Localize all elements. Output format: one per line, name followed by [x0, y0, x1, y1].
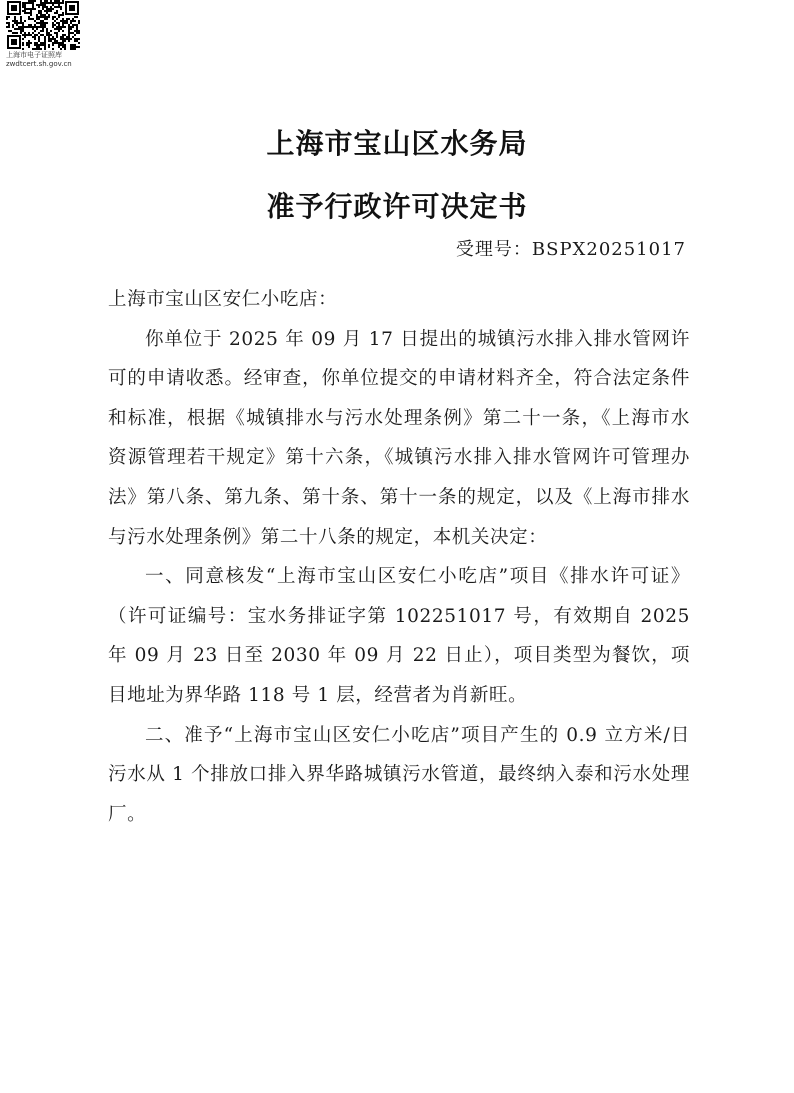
- qr-code-icon: [6, 0, 80, 50]
- paragraph-decision-one: 一、同意核发“上海市宝山区安仁小吃店”项目《排水许可证》（许可证编号：宝水务排证字第 102251017 号，有效期自 2025 年 09 月 23 日至 2030 年 09 月 22 日止），项目类型为餐饮，项目地址为界华路 118 号 1 层，经营者为肖新旺。: [108, 566, 690, 706]
- qr-caption-source: 上海市电子证照库: [6, 51, 62, 59]
- document-body: [108, 280, 690, 834]
- issuer-title: 上海市宝山区水务局: [266, 127, 528, 160]
- document-title: 准予行政许可决定书: [266, 190, 528, 223]
- qr-caption-url: zwdtcert.sh.gov.cn: [6, 60, 72, 68]
- addressee: 上海市宝山区安仁小吃店：: [108, 289, 338, 310]
- qr-code-block: [6, 0, 82, 68]
- paragraph-application-review: 你单位于 2025 年 09 月 17 日提出的城镇污水排入排水管网许可的申请收悉。经审查，你单位提交的申请材料齐全，符合法定条件和标准，根据《城镇排水与污水处理条例》第二十一条，《上海市水资源管理若干规定》第十六条，《城镇污水排入排水管网许可管理办法》第八条、第九条、第十条、第十一条的规定，以及《上海市排水与污水处理条例》第二十八条的规定，本机关决定：: [108, 328, 690, 548]
- acceptance-number: 受理号：BSPX20251017: [455, 239, 686, 260]
- paragraph-decision-two: 二、准予“上海市宝山区安仁小吃店”项目产生的 0.9 立方米/日污水从 1 个排放口排入界华路城镇污水管道，最终纳入泰和污水处理厂。: [108, 724, 690, 825]
